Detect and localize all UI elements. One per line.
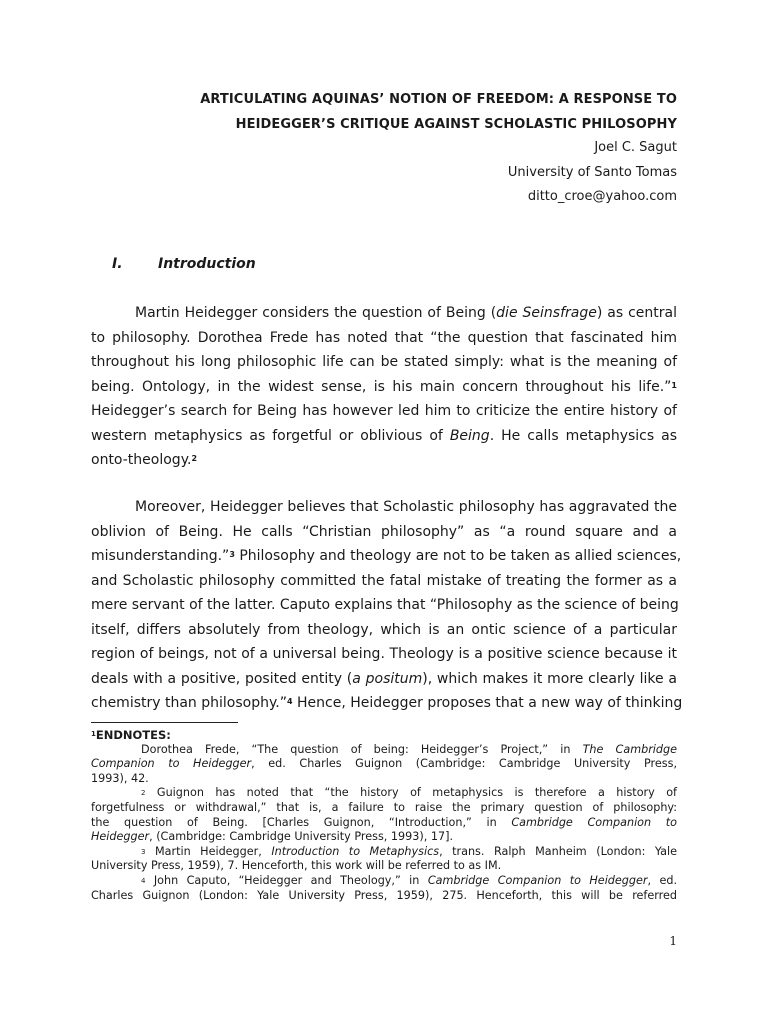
footnote-ref[interactable]: 4 — [286, 697, 293, 706]
title-line-1: ARTICULATING AQUINAS’ NOTION OF FREEDOM: A RESPONSE TO — [200, 92, 677, 107]
footnote-ref[interactable]: 1 — [671, 380, 677, 390]
endnote-line: Companion to Heidegger, ed. Charles Guignon (Cambridge: Cambridge University Press, — [91, 757, 677, 771]
paragraph-line: western metaphysics as forgetful or oblivious of Being. He calls metaphysics as — [91, 427, 678, 444]
author-affiliation: University of Santo Tomas — [507, 164, 677, 180]
endnote-line: 1993), 42. — [91, 771, 149, 785]
paragraph-line: mere servant of the latter. Caputo explains that “Philosophy as the science of being — [91, 597, 679, 613]
endnote-line: Heidegger, (Cambridge: Cambridge University Press, 1993), 17]. — [91, 830, 454, 844]
paragraph-line: throughout his long philosophic life can be stated simply: what is the meaning of — [91, 354, 677, 370]
endnote-2 — [91, 786, 677, 844]
endnote-line: Dorothea Frede, “The question of being: Heidegger’s Project,” in The Cambridge — [141, 742, 678, 756]
endnote-3 — [91, 845, 677, 874]
endnote-line: University Press, 1959), 7. Henceforth, this work will be referred to as IM. — [91, 859, 502, 873]
paragraph-line: Moreover, Heidegger believes that Scholastic philosophy has aggravated the — [135, 499, 677, 515]
author-name: Joel C. Sagut — [594, 140, 677, 155]
paragraph-2 — [91, 495, 683, 716]
endnotes — [91, 728, 677, 903]
paragraph-line: Heidegger’s search for Being has however led him to criticize the entire history of — [91, 403, 677, 419]
section-title: Introduction — [158, 256, 256, 272]
author-email: ditto_croe@yahoo.com — [527, 189, 677, 204]
endnote-line: $^3$ Martin Heidegger, Introduction to Metaphysics, trans. Ralph Manheim (London: Yale — [141, 844, 677, 858]
paragraph-line: and Scholastic philosophy committed the fatal mistake of treating the former as a — [91, 572, 677, 589]
section-number: I. — [112, 256, 123, 272]
author-block — [508, 136, 677, 210]
paragraph-line: itself, differs absolutely from theology, which is an ontic science of a particular — [91, 621, 677, 638]
footnote-ref[interactable]: 2 — [191, 454, 198, 463]
paragraph-line: oblivion of Being. He calls “Christian philosophy” as “a round square and a — [91, 523, 677, 540]
endnote-line: Charles Guignon (London: Yale University Press, 1959), 275. Henceforth, this will be referred — [91, 888, 677, 902]
footnote-divider — [91, 722, 238, 723]
endnote-4 — [91, 874, 677, 903]
endnote-line: the question of Being. [Charles Guignon, “Introduction,” in Cambridge Companion to — [91, 815, 677, 829]
paragraph-line: region of beings, not of a universal being. Theology is a positive science because it — [91, 646, 677, 662]
paragraph-line: deals with a positive, posited entity (a positum), which makes it more clearly like a — [91, 670, 677, 687]
page-number: 1 — [669, 934, 677, 948]
paragraph-line: chemistry than philosophy.”$^4$ Hence, Heidegger proposes that a new way of thinking — [91, 695, 683, 711]
paragraph-1 — [91, 301, 677, 473]
endnotes-label: $^1$ENDNOTES: — [91, 728, 171, 742]
paragraph-line: onto-theology.$^2$ — [91, 452, 198, 468]
paragraph-line: being. Ontology, in the widest sense, is his main concern throughout his life.”$^1$ — [91, 378, 677, 395]
endnote-1 — [91, 743, 677, 787]
endnote-line: $^2$ Guignon has noted that “the history of metaphysics is therefore a history of — [141, 786, 677, 800]
paragraph-line: to philosophy. Dorothea Frede has noted that “the question that fascinated him — [91, 329, 677, 346]
endnote-line: $^4$ John Caputo, “Heidegger and Theology,” in Cambridge Companion to Heidegger, ed. — [141, 873, 677, 887]
footnote-ref[interactable]: 3 — [229, 550, 235, 559]
section-heading — [112, 256, 256, 272]
title-line-2: HEIDEGGER’S CRITIQUE AGAINST SCHOLASTIC PHILOSOPHY — [235, 116, 677, 132]
paragraph-line: Martin Heidegger considers the question of Being (die Seinsfrage) as central — [135, 305, 677, 321]
paragraph-line: misunderstanding.”$^3$ Philosophy and theology are not to be taken as allied sciences, — [91, 548, 682, 564]
paper-title — [200, 88, 677, 137]
endnote-line: forgetfulness or withdrawal,” that is, a failure to raise the primary question of philosophy: — [91, 800, 677, 814]
